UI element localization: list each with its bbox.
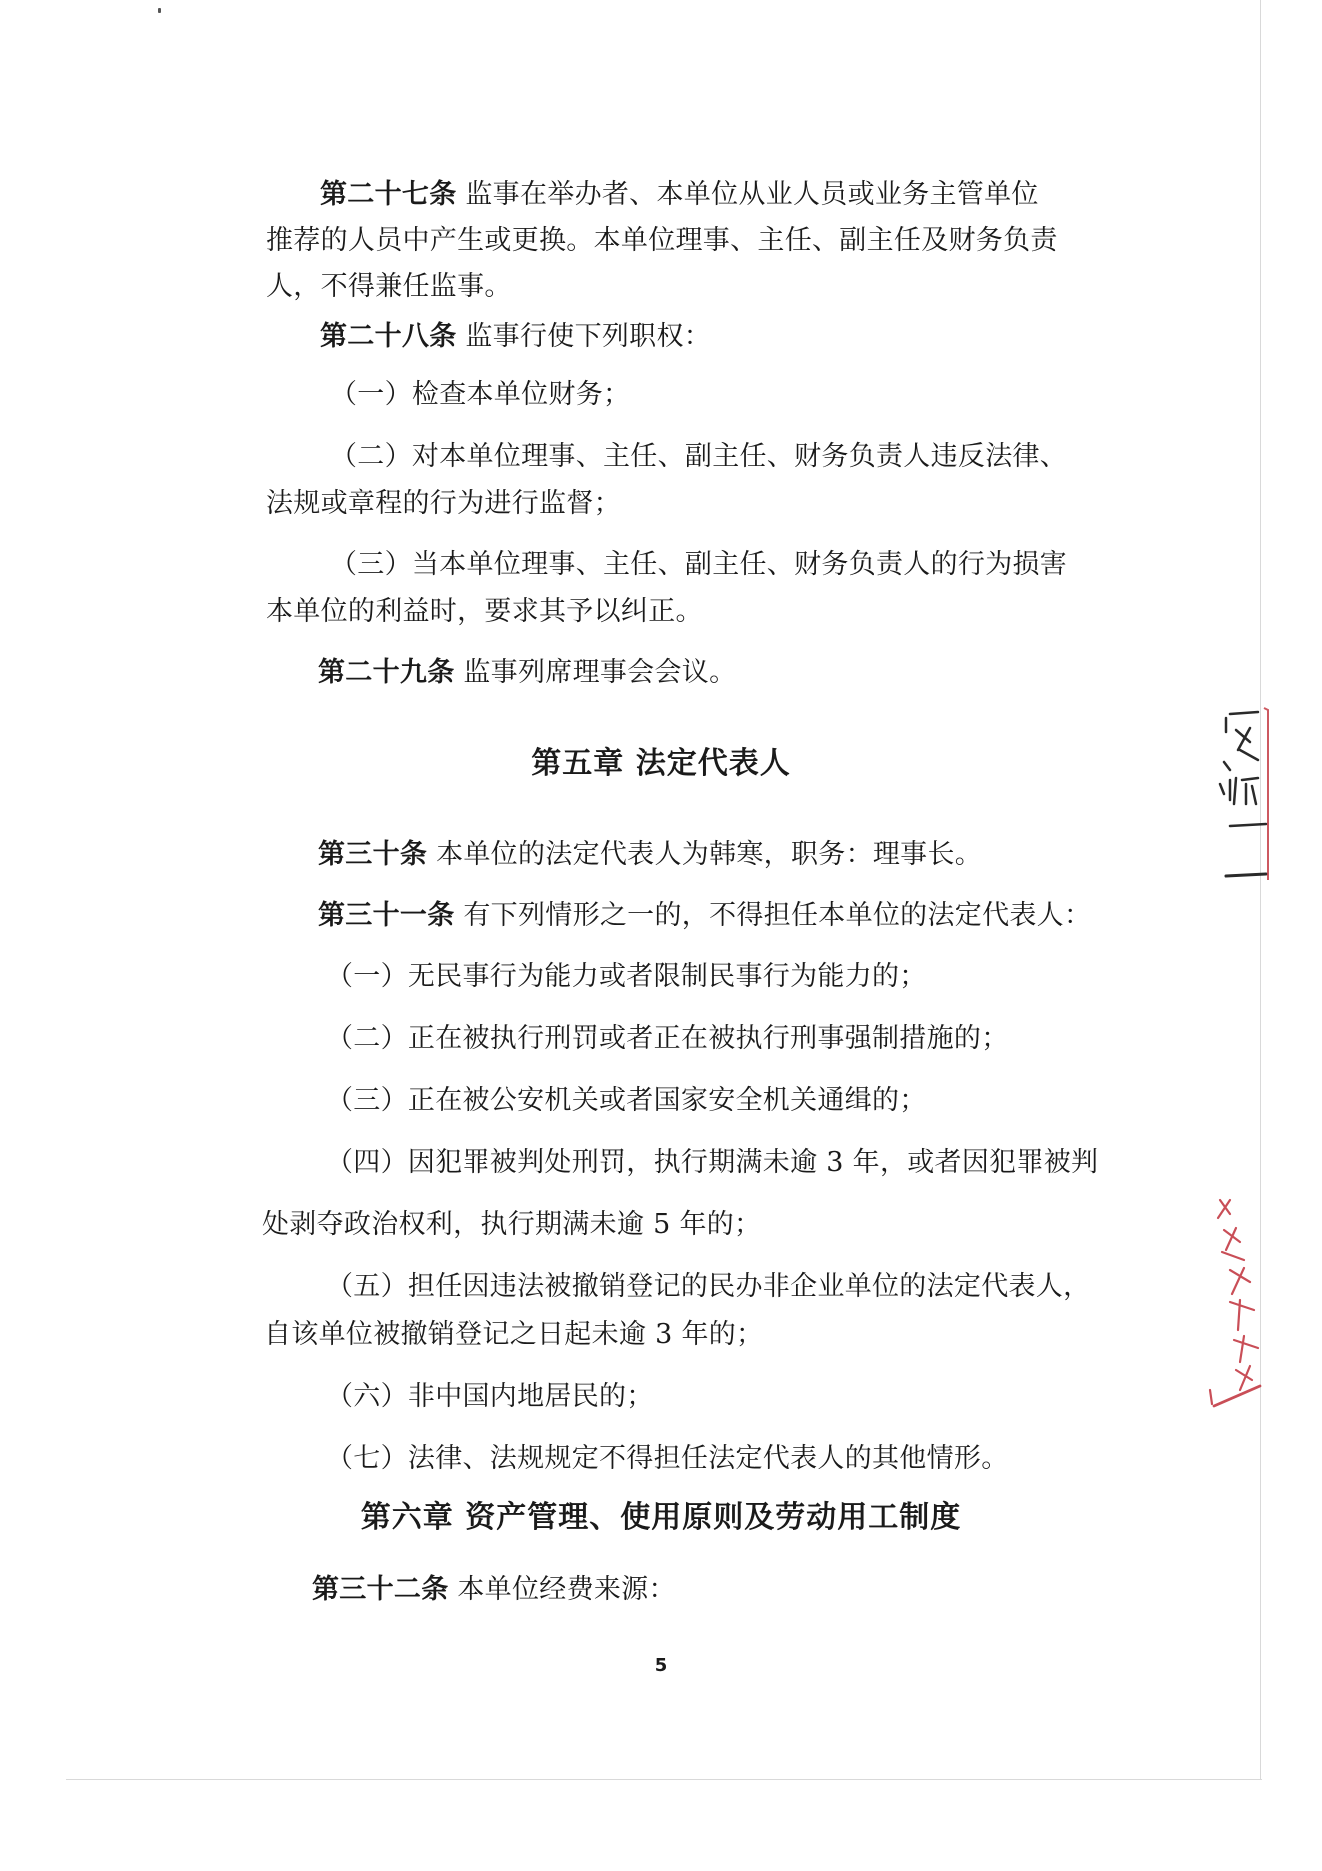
article-28-item-2-line-1: （二）对本单位理事、主任、副主任、财务负责人违反法律、 (330, 441, 1068, 472)
article-number: 第二十七条 (320, 179, 457, 210)
article-31-item-2: （二）正在被执行刑罚或者正在被执行刑事强制措施的； (326, 1023, 1009, 1054)
article-number: 第三十二条 (312, 1574, 449, 1605)
page-number: 5 (654, 1655, 668, 1676)
partial-seal-stamp-lower (1200, 1190, 1270, 1420)
scan-speck (158, 8, 161, 13)
chapter-5-heading: 第五章 法定代表人 (531, 746, 791, 781)
article-31-item-6: （六）非中国内地居民的； (326, 1381, 654, 1412)
article-31-item-5-line-1: （五）担任因违法被撤销登记的民办非企业单位的法定代表人， (326, 1271, 1091, 1302)
article-31-item-4-line-1: （四）因犯罪被判处刑罚，执行期满未逾 3 年，或者因犯罪被判 (326, 1147, 1099, 1178)
article-28-item-3-line-1: （三）当本单位理事、主任、副主任、财务负责人的行为损害 (330, 549, 1068, 580)
article-31-item-3: （三）正在被公安机关或者国家安全机关通缉的； (326, 1085, 927, 1116)
chapter-6-heading: 第六章 资产管理、使用原则及劳动用工制度 (360, 1500, 962, 1535)
article-number: 第三十一条 (318, 900, 455, 931)
article-28-item-1: （一）检查本单位财务； (330, 379, 631, 410)
article-31-line-1: 第三十一条 有下列情形之一的，不得担任本单位的法定代表人： (318, 900, 1092, 931)
article-31-item-4-line-2: 处剥夺政治权利，执行期满未逾 5 年的； (262, 1209, 762, 1240)
partial-seal-stamp-upper (1210, 700, 1270, 890)
article-28-item-3-line-2: 本单位的利益时，要求其予以纠正。 (266, 596, 703, 627)
article-number: 第二十八条 (320, 321, 457, 352)
article-30: 第三十条 本单位的法定代表人为韩寒，职务：理事长。 (318, 839, 983, 870)
article-27-line-3: 人，不得兼任监事。 (266, 271, 512, 302)
article-28-line-1: 第二十八条 监事行使下列职权： (320, 321, 712, 352)
page-bottom-border (66, 1779, 1262, 1780)
article-28-item-2-line-2: 法规或章程的行为进行监督； (266, 488, 621, 519)
article-31-item-5-line-2: 自该单位被撤销登记之日起未逾 3 年的； (264, 1319, 764, 1350)
article-27-line-1: 第二十七条 监事在举办者、本单位从业人员或业务主管单位 (320, 179, 1039, 210)
article-31-item-1: （一）无民事行为能力或者限制民事行为能力的； (326, 961, 927, 992)
article-29: 第二十九条 监事列席理事会会议。 (318, 657, 737, 688)
article-number: 第二十九条 (318, 657, 455, 688)
article-32: 第三十二条 本单位经费来源： (312, 1574, 676, 1605)
article-27-line-2: 推荐的人员中产生或更换。本单位理事、主任、副主任及财务负责 (266, 225, 1058, 256)
article-31-item-7: （七）法律、法规规定不得担任法定代表人的其他情形。 (326, 1443, 1009, 1474)
article-number: 第三十条 (318, 839, 428, 870)
